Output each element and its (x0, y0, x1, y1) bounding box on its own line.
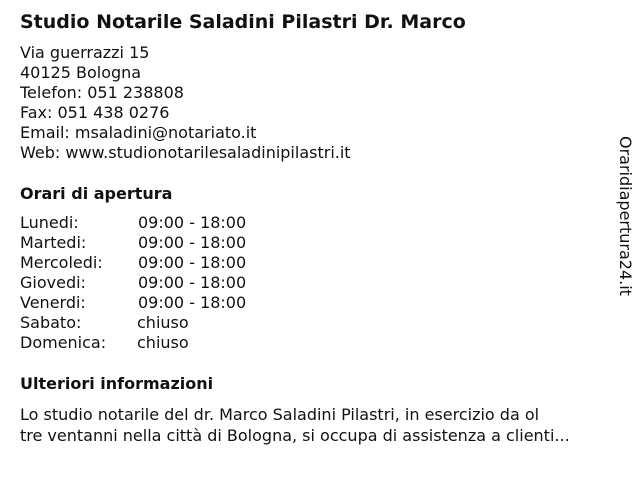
phone-number: Telefon: 051 238808 (20, 83, 184, 102)
day-hours: chiuso (137, 313, 189, 332)
day-label: Mercoledi: (20, 253, 103, 272)
fax-number: Fax: 051 438 0276 (20, 103, 170, 122)
contact-info (20, 43, 351, 163)
watermark-text: Oraridiapertura24.it (616, 136, 635, 296)
day-hours: 09:00 - 18:00 (138, 273, 247, 292)
day-hours: 09:00 - 18:00 (138, 253, 247, 272)
day-label: Sabato: (20, 313, 82, 332)
description-line: Lo studio notarile del dr. Marco Saladini Pilastri, in esercizio da ol (20, 405, 540, 424)
description-line: tre ventanni nella città di Bologna, si occupa di assistenza a clienti... (20, 426, 570, 445)
business-name: Studio Notarile Saladini Pilastri Dr. Marco (20, 11, 466, 33)
day-label: Lunedi: (20, 213, 79, 232)
day-label: Domenica: (20, 333, 107, 352)
address-street: Via guerrazzi 15 (20, 43, 150, 62)
opening-hours-heading: Orari di apertura (20, 184, 173, 203)
site-watermark (611, 136, 635, 312)
day-label: Giovedi: (20, 273, 86, 292)
address-city: 40125 Bologna (20, 63, 142, 82)
day-hours: 09:00 - 18:00 (138, 293, 247, 312)
email-address: Email: msaladini@notariato.it (20, 123, 257, 142)
website: Web: www.studionotarilesaladinipilastri.it (20, 143, 351, 162)
day-hours: 09:00 - 18:00 (138, 213, 247, 232)
day-hours: 09:00 - 18:00 (138, 233, 247, 252)
more-info-heading: Ulteriori informazioni (20, 374, 214, 393)
day-hours: chiuso (137, 333, 189, 352)
day-label: Martedi: (20, 233, 87, 252)
day-label: Venerdi: (20, 293, 86, 312)
business-description (20, 404, 620, 446)
